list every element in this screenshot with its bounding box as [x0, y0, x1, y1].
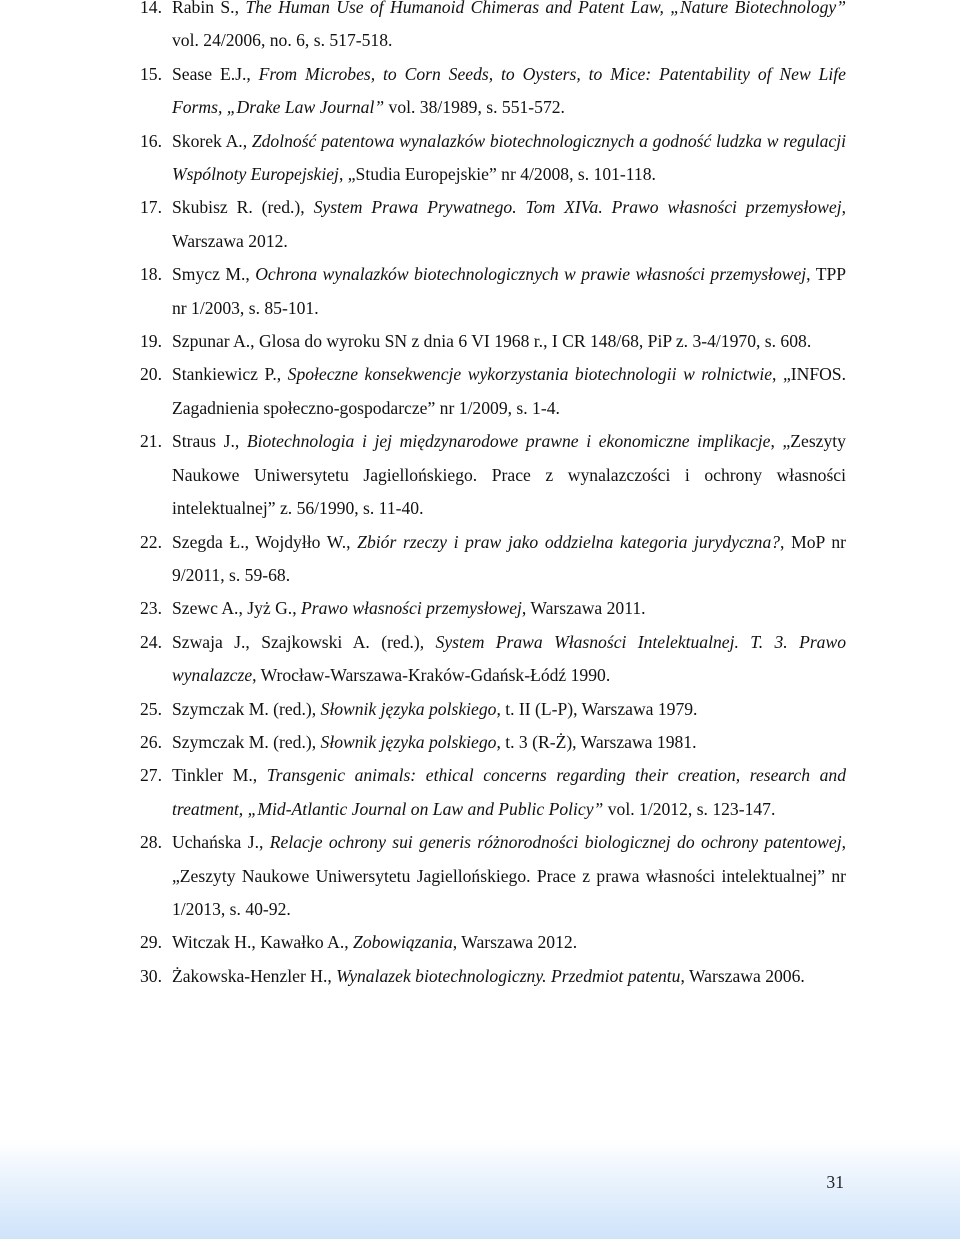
entry-text [172, 960, 846, 993]
entry-text-segment: Skubisz R. (red.), [172, 197, 314, 218]
entry-text-segment: Sease E.J., [172, 63, 259, 84]
entry-text [172, 58, 846, 125]
entry-title-italic: System Prawa Własności Intelektualnej. T. 3. Prawo wynalazcze [172, 631, 846, 686]
entry-number: 20. [140, 364, 162, 385]
bibliography-entry [140, 960, 846, 993]
entry-number: 29. [140, 932, 162, 953]
entry-number: 15. [140, 63, 162, 84]
footer-gradient-band [0, 1140, 960, 1239]
entry-text-segment: Szpunar A., Glosa do wyroku SN z dnia 6 VI 1968 r., I CR 148/68, PiP z. 3-4/1970, s. 608. [172, 331, 812, 352]
entry-number: 21. [140, 431, 162, 452]
page-number: 31 [826, 1172, 844, 1192]
bibliography-list [140, 0, 846, 993]
entry-text-segment: , TPP nr 1/2003, s. 85-101. [172, 264, 847, 318]
entry-text-segment: , „Zeszyty Naukowe Uniwersytetu Jagiellońskiego. Prace z wynalazczości i ochrony własności intelektualnej” z. 56/1990, s. 11-40. [172, 431, 846, 519]
entry-text-segment: Żakowska-Henzler H., [172, 965, 337, 986]
entry-title-italic: Zdolność patentowa wynalazków biotechnologicznych a godność ludzka w regulacji Wspólnoty Europejskiej [172, 130, 847, 185]
entry-text-segment: Smycz M., [172, 264, 256, 285]
bibliography-entry [140, 58, 846, 125]
entry-text [172, 626, 846, 693]
entry-text [172, 592, 846, 625]
entry-number: 14. [140, 0, 162, 17]
entry-text-segment: vol. 24/2006, no. 6, s. 517-518. [172, 30, 393, 51]
bibliography-entry [140, 125, 846, 192]
entry-text-segment: Szymczak M. (red.), [172, 731, 321, 752]
entry-number: 22. [140, 531, 162, 552]
entry-text-segment: Straus J., [172, 431, 247, 452]
entry-text-segment: vol. 1/2012, s. 123-147. [603, 798, 776, 819]
entry-text [172, 125, 846, 192]
entry-number: 28. [140, 832, 162, 853]
entry-title-italic: Prawo własności przemysłowej [301, 598, 522, 619]
entry-text [172, 926, 846, 959]
entry-text [172, 826, 846, 926]
entry-number: 18. [140, 264, 162, 285]
entry-number: 26. [140, 731, 162, 752]
entry-title-italic: Zobowiązania [353, 932, 453, 953]
entry-text [172, 726, 846, 759]
entry-text [172, 258, 846, 325]
entry-text-segment: , Warszawa 2006. [680, 965, 805, 986]
entry-text-segment: , „Zeszyty Naukowe Uniwersytetu Jagiellońskiego. Prace z prawa własności intelektualnej” nr 1/2013, s. 40-92. [172, 832, 847, 919]
entry-title-italic: Ochrona wynalazków biotechnologicznych w prawie własności przemysłowej [255, 264, 807, 285]
bibliography-entry [140, 826, 846, 926]
entry-title-italic: From Microbes, to Corn Seeds, to Oysters, to Mice: Patentability of New Life Forms, „Drake Law Journal” [172, 63, 846, 118]
entry-text-segment: , MoP nr 9/2011, s. 59-68. [172, 531, 846, 585]
entry-number: 23. [140, 598, 162, 619]
bibliography-entry [140, 693, 846, 726]
entry-text-segment: Rabin S., [172, 0, 246, 17]
entry-text-segment: , t. 3 (R-Ż), Warszawa 1981. [496, 731, 697, 752]
bibliography-entry [140, 325, 846, 358]
bibliography-entry [140, 926, 846, 959]
entry-text-segment: , Warszawa 2012. [172, 197, 846, 251]
entry-text-segment: Witczak H., Kawałko A., [172, 932, 354, 953]
entry-number: 17. [140, 197, 162, 218]
entry-text [172, 693, 846, 726]
entry-text-segment: vol. 38/1989, s. 551-572. [384, 97, 565, 118]
entry-title-italic: System Prawa Prywatnego. Tom XIVa. Prawo własności przemysłowej [313, 197, 842, 218]
bibliography-entry [140, 592, 846, 625]
entry-text-segment: , t. II (L-P), Warszawa 1979. [496, 698, 698, 719]
bibliography-entry [140, 425, 846, 525]
entry-title-italic: Transgenic animals: ethical concerns regarding their creation, research and treatment, „Mid-Atlantic Journal on Law and Public Policy” [172, 765, 846, 819]
entry-title-italic: Słownik języka polskiego [320, 698, 497, 719]
entry-number: 25. [140, 698, 162, 719]
entry-text [172, 425, 846, 525]
bibliography-entry [140, 526, 846, 593]
entry-text-segment: , Warszawa 2012. [452, 932, 578, 953]
bibliography-entry [140, 258, 846, 325]
entry-title-italic: Zbiór rzeczy i praw jako oddzielna kategoria jurydyczna? [357, 531, 781, 552]
entry-text [172, 0, 846, 58]
entry-text-segment: Stankiewicz P., [172, 364, 288, 385]
entry-text [172, 191, 846, 258]
entry-text-segment: Tinkler M., [172, 765, 267, 786]
entry-text-segment: Szewc A., Jyż G., [172, 598, 301, 619]
bibliography-entry [140, 358, 846, 425]
entry-text-segment: , Wrocław-Warszawa-Kraków-Gdańsk-Łódź 1990. [252, 665, 611, 686]
entry-text-segment: Szymczak M. (red.), [172, 698, 321, 719]
entry-number: 24. [140, 631, 162, 652]
entry-title-italic: Relacje ochrony sui generis różnorodności biologicznej do ochrony patentowej [269, 832, 842, 853]
entry-title-italic: Słownik języka polskiego [320, 731, 497, 752]
entry-title-italic: The Human Use of Humanoid Chimeras and Patent Law, „Nature Biotechnology” [245, 0, 846, 17]
bibliography-entry [140, 191, 846, 258]
bibliography-entry [140, 0, 846, 58]
bibliography-entry [140, 726, 846, 759]
entry-text [172, 526, 846, 593]
entry-text [172, 325, 846, 358]
entry-title-italic: Wynalazek biotechnologiczny. Przedmiot patentu [336, 965, 681, 986]
entry-title-italic: Społeczne konsekwencje wykorzystania biotechnologii w rolnictwie [287, 364, 773, 385]
entry-number: 19. [140, 331, 162, 352]
entry-title-italic: Biotechnologia i jej międzynarodowe prawne i ekonomiczne implikacje [246, 431, 771, 452]
bibliography-entry [140, 626, 846, 693]
entry-text-segment: , Warszawa 2011. [521, 598, 646, 619]
entry-text-segment: , „INFOS. Zagadnienia społeczno-gospodarcze” nr 1/2009, s. 1-4. [172, 364, 846, 418]
entry-number: 27. [140, 765, 162, 786]
entry-text-segment: Szwaja J., Szajkowski A. (red.), [172, 631, 436, 652]
entry-text-segment: Skorek A., [172, 130, 252, 151]
entry-text [172, 358, 846, 425]
entry-text-segment: , „Studia Europejskie” nr 4/2008, s. 101-118. [338, 164, 656, 185]
entry-text-segment: Uchańska J., [172, 832, 270, 853]
bibliography-entry [140, 759, 846, 826]
entry-text-segment: Szegda Ł., Wojdyłło W., [172, 531, 358, 552]
entry-number: 30. [140, 965, 162, 986]
entry-text [172, 759, 846, 826]
entry-number: 16. [140, 130, 162, 151]
